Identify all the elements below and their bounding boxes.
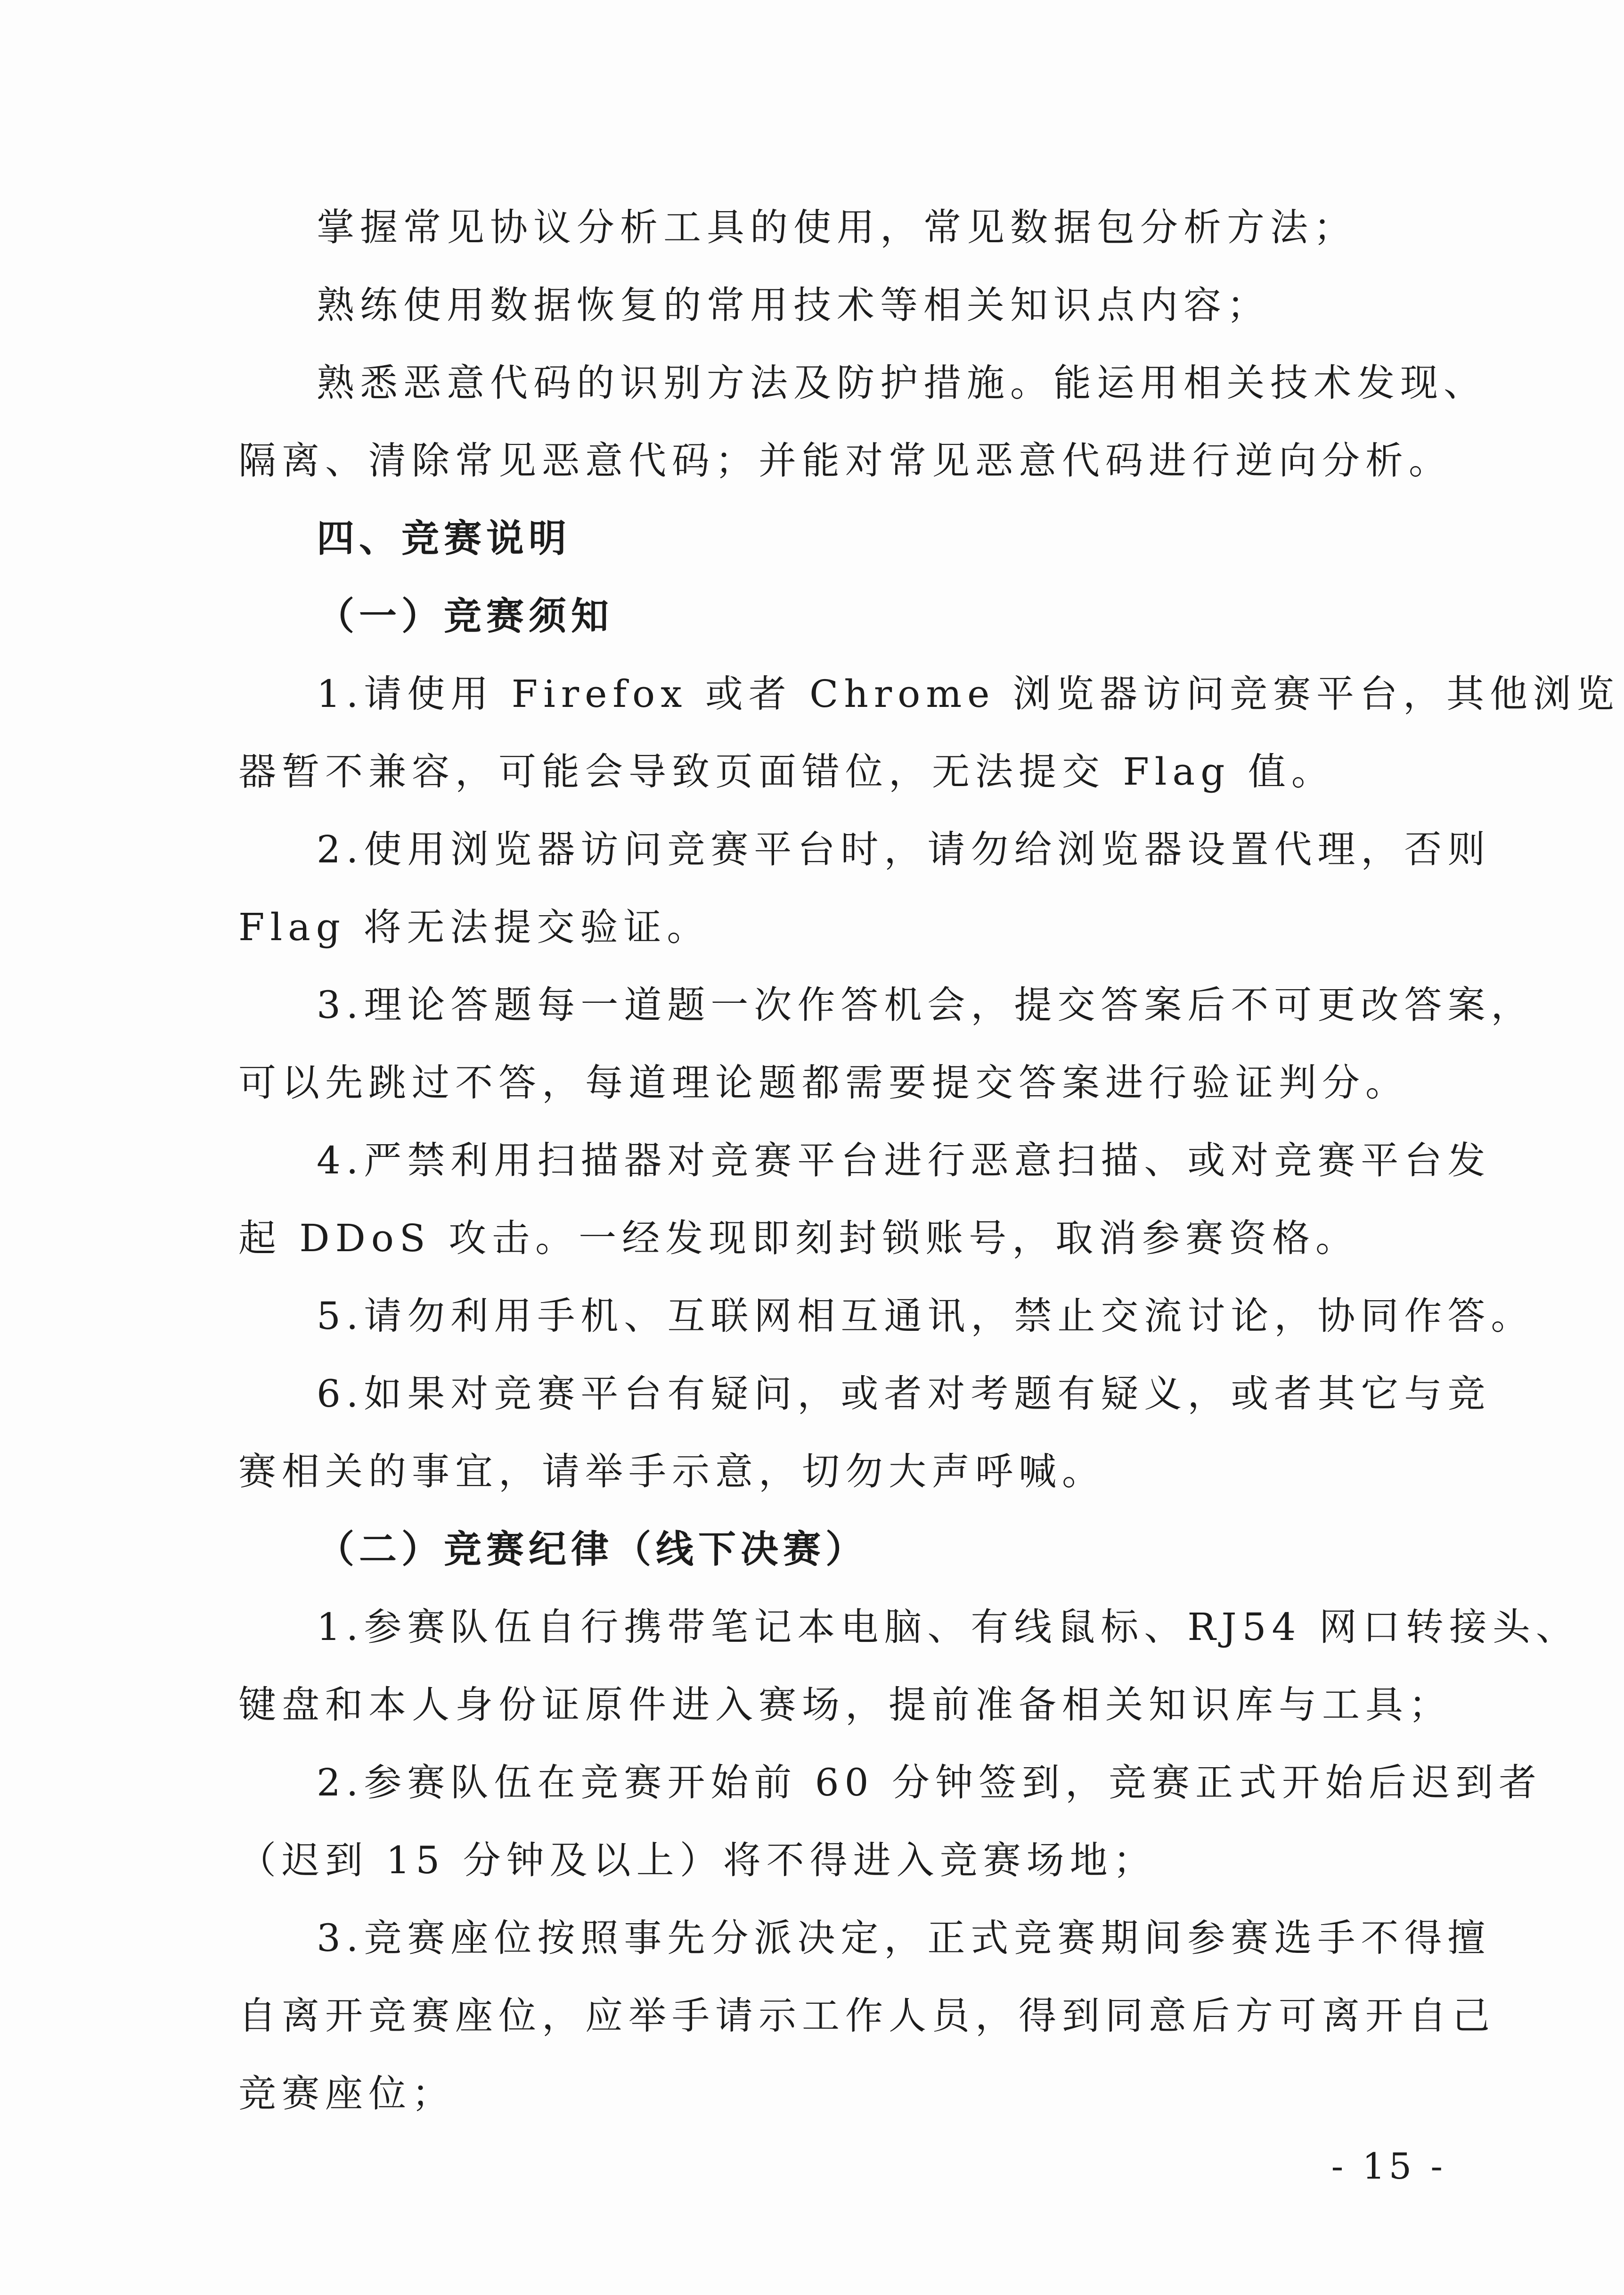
discipline-item-2-line-2: （迟到 15 分钟及以上）将不得进入竞赛场地； xyxy=(238,1838,1157,1882)
notice-item-2-line-2: Flag 将无法提交验证。 xyxy=(238,905,710,949)
page-number: - 15 - xyxy=(1331,2145,1446,2187)
paragraph-data-recovery: 熟练使用数据恢复的常用技术等相关知识点内容； xyxy=(317,283,1270,327)
subsection-heading-discipline: （二）竞赛纪律（线下决赛） xyxy=(317,1527,868,1571)
notice-item-4-line-1: 4.严禁利用扫描器对竞赛平台进行恶意扫描、或对竞赛平台发 xyxy=(317,1139,1491,1182)
paragraph-protocol-analysis: 掌握常见协议分析工具的使用，常见数据包分析方法； xyxy=(317,205,1357,249)
notice-item-3-line-2: 可以先跳过不答，每道理论题都需要提交答案进行验证判分。 xyxy=(238,1061,1409,1105)
subsection-heading-notice: （一）竞赛须知 xyxy=(317,594,613,638)
notice-item-4-line-2: 起 DDoS 攻击。一经发现即刻封锁账号，取消参赛资格。 xyxy=(238,1216,1359,1260)
discipline-item-3-line-2: 自离开竞赛座位，应举手请示工作人员，得到同意后方可离开自己 xyxy=(238,1994,1495,2038)
section-heading-competition-notes: 四、竞赛说明 xyxy=(317,516,571,560)
discipline-item-3-line-3: 竞赛座位； xyxy=(238,2072,455,2115)
document-body xyxy=(238,189,1620,2132)
discipline-item-1-line-1: 1.参赛队伍自行携带笔记本电脑、有线鼠标、RJ54 网口转接头、 xyxy=(317,1605,1579,1649)
notice-item-6-line-1: 6.如果对竞赛平台有疑问，或者对考题有疑义，或者其它与竞 xyxy=(317,1372,1491,1416)
discipline-item-3-line-1: 3.竞赛座位按照事先分派决定，正式竞赛期间参赛选手不得擅 xyxy=(317,1916,1491,1960)
notice-item-6-line-2: 赛相关的事宜，请举手示意，切勿大声呼喊。 xyxy=(238,1450,1105,1493)
paragraph-malware-line-2: 隔离、清除常见恶意代码；并能对常见恶意代码进行逆向分析。 xyxy=(238,439,1452,483)
notice-item-1-line-2: 器暂不兼容，可能会导致页面错位，无法提交 Flag 值。 xyxy=(238,750,1335,794)
notice-item-1-line-1: 1.请使用 Firefox 或者 Chrome 浏览器访问竞赛平台，其他浏览 xyxy=(317,672,1620,716)
notice-item-3-line-1: 3.理论答题每一道题一次作答机会，提交答案后不可更改答案， xyxy=(317,983,1534,1027)
paragraph-malware-line-1: 熟悉恶意代码的识别方法及防护措施。能运用相关技术发现、 xyxy=(317,361,1487,405)
discipline-item-1-line-2: 键盘和本人身份证原件进入赛场，提前准备相关知识库与工具； xyxy=(238,1683,1452,1727)
notice-item-2-line-1: 2.使用浏览器访问竞赛平台时，请勿给浏览器设置代理，否则 xyxy=(317,828,1491,871)
notice-item-5: 5.请勿利用手机、互联网相互通讯，禁止交流讨论，协同作答。 xyxy=(317,1294,1534,1338)
discipline-item-2-line-1: 2.参赛队伍在竞赛开始前 60 分钟签到，竞赛正式开始后迟到者 xyxy=(317,1761,1542,1804)
